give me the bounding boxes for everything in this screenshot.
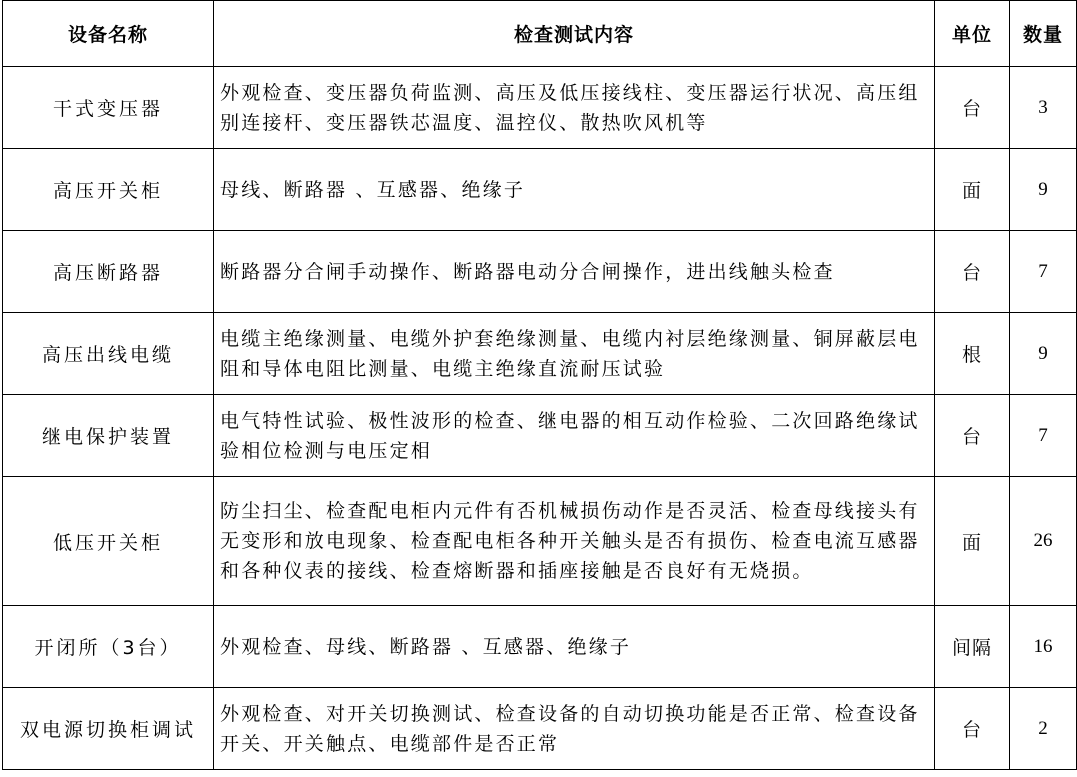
inspection-content-cell: 电气特性试验、极性波形的检查、继电器的相互动作检验、二次回路绝缘试验相位检测与电压定相: [214, 395, 935, 477]
equipment-name-cell: 低压开关柜: [3, 477, 214, 606]
unit-cell: 根: [935, 313, 1010, 395]
header-quantity: 数量: [1010, 1, 1077, 67]
table-row: [3, 477, 1077, 606]
equipment-name-cell: 干式变压器: [3, 67, 214, 149]
quantity-cell: 16: [1010, 606, 1077, 688]
header-equipment-name: 设备名称: [3, 1, 214, 67]
equipment-name-cell: 开闭所（3台）: [3, 606, 214, 688]
inspection-content-cell: 外观检查、变压器负荷监测、高压及低压接线柱、变压器运行状况、高压组别连接杆、变压器铁芯温度、温控仪、散热吹风机等: [214, 67, 935, 149]
table-row: [3, 231, 1077, 313]
inspection-content-cell: 母线、断路器 、互感器、绝缘子: [214, 149, 935, 231]
quantity-cell: 2: [1010, 688, 1077, 770]
equipment-name-cell: 继电保护装置: [3, 395, 214, 477]
inspection-content-cell: 外观检查、对开关切换测试、检查设备的自动切换功能是否正常、检查设备开关、开关触点、电缆部件是否正常: [214, 688, 935, 770]
table-row: [3, 395, 1077, 477]
equipment-name-cell: 双电源切换柜调试: [3, 688, 214, 770]
unit-cell: 面: [935, 477, 1010, 606]
header-unit: 单位: [935, 1, 1010, 67]
header-row: [3, 1, 1077, 67]
table-row: [3, 688, 1077, 770]
inspection-content-cell: 外观检查、母线、断路器 、互感器、绝缘子: [214, 606, 935, 688]
quantity-cell: 7: [1010, 231, 1077, 313]
table-row: [3, 606, 1077, 688]
unit-cell: 间隔: [935, 606, 1010, 688]
inspection-content-cell: 防尘扫尘、检查配电柜内元件有否机械损伤动作是否灵活、检查母线接头有无变形和放电现象、检查配电柜各种开关触头是否有损伤、检查电流互感器和各种仪表的接线、检查熔断器和插座接触是否良好有无烧损。: [214, 477, 935, 606]
quantity-cell: 9: [1010, 149, 1077, 231]
table-row: [3, 149, 1077, 231]
equipment-name-cell: 高压断路器: [3, 231, 214, 313]
unit-cell: 台: [935, 231, 1010, 313]
equipment-name-cell: 高压出线电缆: [3, 313, 214, 395]
unit-cell: 台: [935, 688, 1010, 770]
quantity-cell: 3: [1010, 67, 1077, 149]
quantity-cell: 9: [1010, 313, 1077, 395]
inspection-content-cell: 断路器分合闸手动操作、断路器电动分合闸操作，进出线触头检查: [214, 231, 935, 313]
header-inspection-content: 检查测试内容: [214, 1, 935, 67]
unit-cell: 面: [935, 149, 1010, 231]
equipment-name-cell: 高压开关柜: [3, 149, 214, 231]
inspection-content-cell: 电缆主绝缘测量、电缆外护套绝缘测量、电缆内衬层绝缘测量、铜屏蔽层电阻和导体电阻比测量、电缆主绝缘直流耐压试验: [214, 313, 935, 395]
table-row: [3, 313, 1077, 395]
unit-cell: 台: [935, 395, 1010, 477]
unit-cell: 台: [935, 67, 1010, 149]
equipment-inspection-table: [2, 0, 1077, 770]
quantity-cell: 26: [1010, 477, 1077, 606]
table-row: [3, 67, 1077, 149]
quantity-cell: 7: [1010, 395, 1077, 477]
